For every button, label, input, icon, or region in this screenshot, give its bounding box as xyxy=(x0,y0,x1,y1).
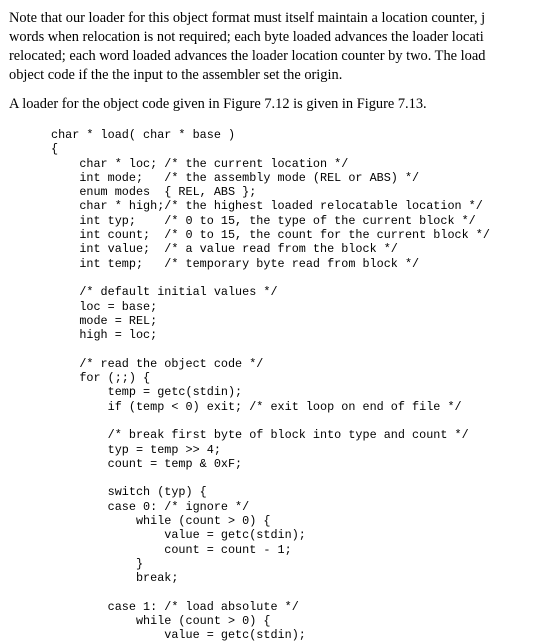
code-line: /* default initial values */ xyxy=(51,285,278,300)
code-line: int value; /* a value read from the block */ xyxy=(51,242,398,257)
paragraph-line: relocated; each word loaded advances the loader location counter by two. The load xyxy=(9,48,486,64)
code-line: mode = REL; xyxy=(51,313,158,328)
code-line: } xyxy=(51,556,144,571)
code-line: high = loc; xyxy=(51,328,158,343)
code-line: enum modes { REL, ABS }; xyxy=(51,185,257,200)
code-line: value = getc(stdin); xyxy=(51,528,306,543)
paragraph-line: Note that our loader for this object format must itself maintain a location counter, j xyxy=(9,10,486,26)
code-line: int typ; /* 0 to 15, the type of the current block */ xyxy=(51,213,476,228)
code-line: value = getc(stdin); xyxy=(51,628,306,643)
code-line: typ = temp >> 4; xyxy=(51,442,221,457)
code-line: loc = base; xyxy=(51,299,158,314)
code-listing xyxy=(51,128,490,643)
code-line xyxy=(51,586,490,600)
code-line xyxy=(51,271,490,285)
code-line: count = count - 1; xyxy=(51,542,292,557)
code-line: /* break first byte of block into type and count */ xyxy=(51,428,469,443)
code-line: temp = getc(stdin); xyxy=(51,385,243,400)
intro-paragraph xyxy=(9,9,485,85)
paragraph-line: words when relocation is not required; each byte loaded advances the loader locati xyxy=(9,29,484,45)
code-line: int mode; /* the assembly mode (REL or ABS) */ xyxy=(51,170,420,185)
code-line: int count; /* 0 to 15, the count for the current block */ xyxy=(51,228,490,243)
code-line: char * load( char * base ) xyxy=(51,128,236,142)
code-line: for (;;) { xyxy=(51,371,151,386)
code-line: count = temp & 0xF; xyxy=(51,456,243,471)
code-line xyxy=(51,342,490,356)
code-line: while (count > 0) { xyxy=(51,614,271,629)
code-line: /* read the object code */ xyxy=(51,356,264,371)
code-line xyxy=(51,471,490,485)
code-line: while (count > 0) { xyxy=(51,514,271,529)
code-line: case 0: /* ignore */ xyxy=(51,499,250,514)
code-line: break; xyxy=(51,571,179,586)
code-line: { xyxy=(51,142,59,157)
code-line: case 1: /* load absolute */ xyxy=(51,599,299,614)
code-line: char * loc; /* the current location */ xyxy=(51,156,349,171)
code-line xyxy=(51,414,490,428)
code-line: if (temp < 0) exit; /* exit loop on end of file */ xyxy=(51,399,462,414)
code-line: int temp; /* temporary byte read from block */ xyxy=(51,256,420,271)
paragraph-line: object code if the the input to the assembler set the origin. xyxy=(9,67,343,83)
code-line: switch (typ) { xyxy=(51,485,207,500)
paragraph-line: A loader for the object code given in Figure 7.12 is given in Figure 7.13. xyxy=(9,96,427,112)
code-line: char * high;/* the highest loaded relocatable location */ xyxy=(51,199,483,214)
figure-reference-paragraph xyxy=(9,95,427,114)
